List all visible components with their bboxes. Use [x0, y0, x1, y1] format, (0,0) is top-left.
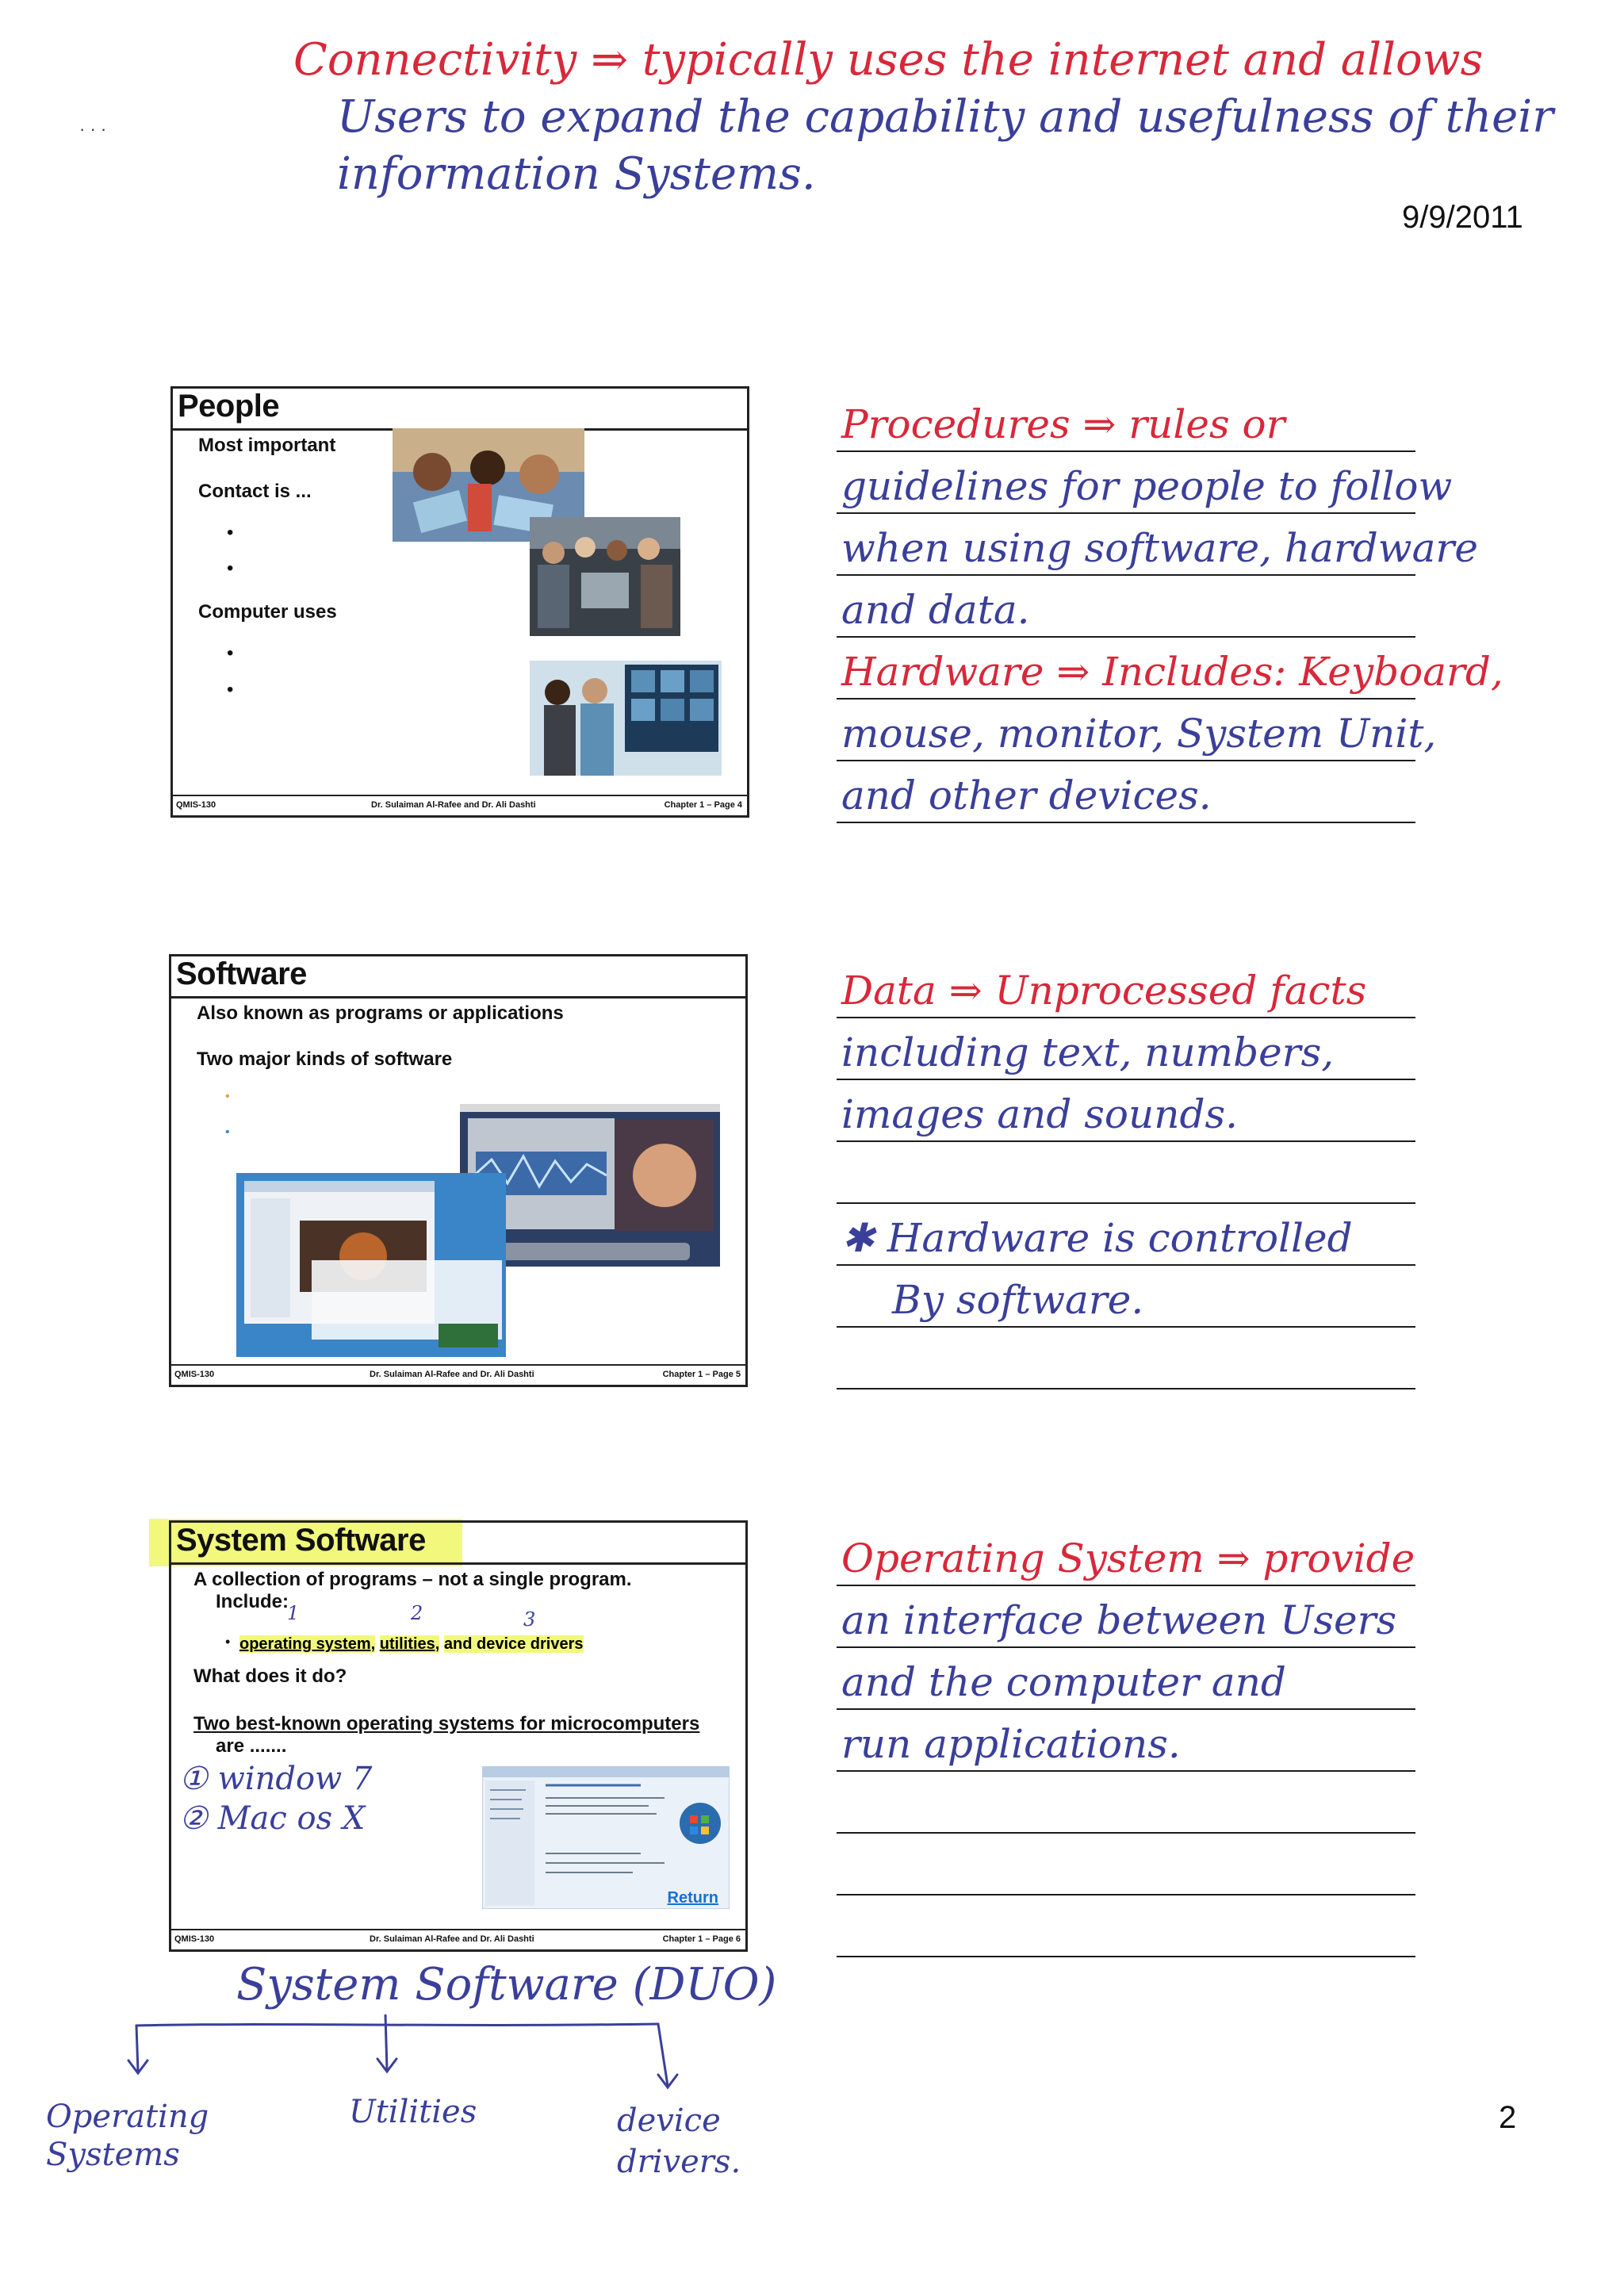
note-line: Connectivity ⇒ typically uses the internet and allows	[293, 34, 1484, 86]
note-line: Operating System ⇒ provide	[841, 1535, 1415, 1581]
slide-line: What does it do?	[193, 1665, 347, 1687]
footer-course: QMIS-130	[174, 1370, 215, 1379]
diagram-root: System Software (DUO)	[236, 1959, 777, 2010]
slide-footer	[171, 1364, 745, 1385]
slide-line: Two major kinds of software	[197, 1048, 453, 1070]
circled-number: 1	[287, 1602, 300, 1624]
note-line: information Systems.	[337, 148, 816, 200]
footer-page: Chapter 1 – Page 4	[664, 800, 742, 810]
bullet: •	[227, 642, 234, 664]
photo-doctors-xray	[530, 661, 722, 776]
slide-line: Contact is ...	[198, 481, 312, 502]
slide-title: System Software	[176, 1523, 426, 1558]
slide-line: Two best-known operating systems for microcomputers	[193, 1713, 700, 1734]
note-line: ✱ Hardware is controlled	[841, 1215, 1353, 1261]
include-item: and device drivers	[443, 1635, 584, 1653]
note-line: and the computer and	[841, 1659, 1286, 1705]
bullet: •	[227, 522, 234, 543]
slide-title: People	[178, 389, 280, 424]
bullet: •	[225, 1125, 230, 1139]
footer-course: QMIS-130	[174, 1934, 215, 1944]
slide-line: are .......	[216, 1735, 287, 1757]
note-line: including text, numbers,	[841, 1029, 1335, 1075]
connectivity-note	[293, 32, 1553, 203]
include-item: operating system,	[239, 1635, 376, 1653]
screenshot-windows-desktop	[236, 1173, 506, 1357]
branch-utilities: Utilities	[349, 2094, 477, 2130]
note-line: mouse, monitor, System Unit,	[841, 711, 1437, 757]
footer-page: Chapter 1 – Page 6	[662, 1934, 741, 1944]
diagram-connectors	[111, 2014, 698, 2102]
note-line: images and sounds.	[841, 1091, 1238, 1137]
note-line: By software.	[892, 1277, 1144, 1323]
note-line: Data ⇒ Unprocessed facts	[841, 968, 1367, 1014]
note-line: Users to expand the capability and usefulness of their	[337, 91, 1553, 143]
slide-line: A collection of programs – not a single program.	[193, 1569, 632, 1590]
slide-footer	[173, 795, 747, 815]
note-line: guidelines for people to follow	[841, 463, 1453, 509]
slide-title: Software	[176, 956, 307, 991]
circled-number: 3	[523, 1608, 536, 1631]
title-divider	[171, 1562, 745, 1565]
handwritten-os-1: ① window 7	[179, 1761, 373, 1797]
branch-device-drivers: device drivers.	[617, 2102, 741, 2180]
footer-authors: Dr. Sulaiman Al-Rafee and Dr. Ali Dashti	[370, 1370, 534, 1379]
footer-authors: Dr. Sulaiman Al-Rafee and Dr. Ali Dashti	[370, 1934, 534, 1944]
footer-page: Chapter 1 – Page 5	[662, 1370, 741, 1379]
note-line: an interface between Users	[841, 1597, 1397, 1643]
page-date: 9/9/2011	[1402, 200, 1523, 235]
slide-footer	[171, 1929, 745, 1949]
slide-line: Include:	[216, 1591, 289, 1612]
screenshot-windows-help	[482, 1766, 730, 1909]
handwritten-os-2: ② Mac os X	[179, 1800, 366, 1837]
page-number: 2	[1499, 2100, 1517, 2135]
note-line: Procedures ⇒ rules or	[841, 401, 1285, 447]
note-line: and other devices.	[841, 772, 1212, 818]
bullet: •	[227, 679, 234, 700]
title-divider	[171, 996, 745, 999]
circled-number: 2	[411, 1602, 423, 1624]
return-link[interactable]: Return	[667, 1889, 718, 1907]
note-line: and data.	[841, 587, 1030, 633]
bullet: •	[225, 1090, 230, 1103]
bullet: •	[225, 1634, 231, 1650]
note-line: Hardware ⇒ Includes: Keyboard,	[841, 649, 1503, 695]
bullet: •	[227, 558, 234, 579]
slide-line: Also known as programs or applications	[197, 1002, 564, 1024]
slide-people	[170, 386, 749, 818]
footer-authors: Dr. Sulaiman Al-Rafee and Dr. Ali Dashti	[371, 800, 536, 810]
stray-marks: · · ·	[79, 119, 107, 139]
slide-line: Computer uses	[198, 601, 337, 623]
photo-group-computer	[530, 517, 680, 636]
slide-line: Most important	[198, 435, 336, 456]
include-list	[239, 1635, 584, 1654]
footer-course: QMIS-130	[176, 800, 216, 810]
include-item: utilities,	[379, 1635, 440, 1653]
slide-system-software	[169, 1520, 748, 1952]
note-line: when using software, hardware	[841, 525, 1478, 571]
slide-software	[169, 954, 748, 1387]
note-line: run applications.	[841, 1721, 1181, 1767]
branch-operating-systems: Operating Systems	[46, 2099, 209, 2173]
